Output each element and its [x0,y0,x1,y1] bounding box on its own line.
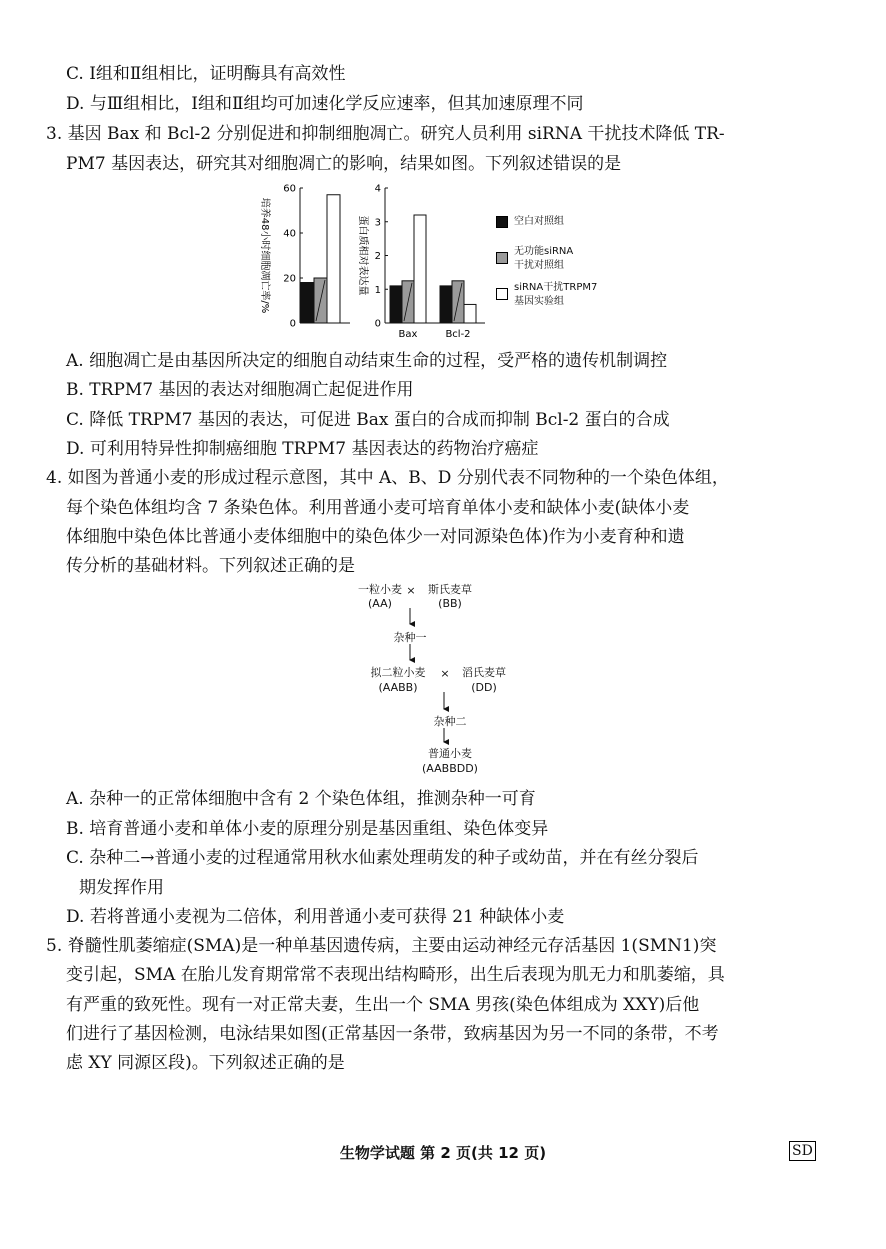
y-tick-label-2: 4 [374,183,381,195]
parent-speltoides-genotype: (BB) [438,597,462,610]
y-tick-label-2: 0 [374,318,381,330]
y-tick-label-2: 2 [374,251,381,262]
y-axis-label-1: 培养48小时细胞凋亡率/% [259,197,270,314]
y-tick-label-2: 1 [374,284,381,296]
parent-dicoccoides-name: 拟二粒小麦 [370,666,426,679]
q4-option-d: D. 若将普通小麦视为二倍体，利用普通小麦可获得 21 种缺体小麦 [66,907,565,927]
y-tick-label-2: 3 [374,217,381,229]
y-tick-label-1: 40 [283,228,296,240]
parent-dicoccoides-genotype: (AABB) [378,681,418,694]
cross-symbol-1: × [406,584,416,597]
common-wheat-name: 普通小麦 [428,747,472,760]
q4-stem-line-4: 传分析的基础材料。下列叙述正确的是 [66,556,355,576]
parent-tauschii-genotype: (DD) [471,681,497,694]
q4-stem-line-2: 每个染色体组均含 7 条染色体。利用普通小麦可培育单体小麦和缺体小麦(缺体小麦 [66,498,690,518]
y-tick-label-1: 60 [283,183,296,195]
sd-badge: SD [789,1141,816,1161]
legend-label-trpm7-experiment-1: siRNA干扰TRPM7 [514,282,598,293]
q3-option-a: A. 细胞凋亡是由基因所决定的细胞自动结束生命的过程，受严格的遗传机制调控 [66,351,668,371]
q4-option-c-line-2: 期发挥作用 [79,878,164,898]
q2-option-c: C. Ⅰ组和Ⅱ组相比，证明酶具有高效性 [66,64,346,84]
q4-stem-line-3: 体细胞中染色体比普通小麦体细胞中的染色体少一对同源染色体)作为小麦育种和遗 [66,527,685,547]
q4-option-a: A. 杂种一的正常体细胞中含有 2 个染色体组，推测杂种一可育 [66,789,536,809]
q3-option-c: C. 降低 TRPM7 基因的表达，可促进 Bax 蛋白的合成而抑制 Bcl-2 蛋白的合成 [66,410,670,430]
q3-option-b: B. TRPM7 基因的表达对细胞凋亡起促进作用 [66,380,414,400]
legend-label-blank-control: 空白对照组 [514,216,564,227]
y-axis-label-2: 蛋白质相对表达量 [357,215,368,296]
q5-stem-line-5: 虑 XY 同源区段)。下列叙述正确的是 [66,1053,345,1073]
page-footer: 生物学试题 第 2 页(共 12 页) [339,1144,547,1162]
hybrid-one-label: 杂种一 [393,631,427,644]
parent-tauschii-name: 滔氏麦草 [462,666,506,679]
q3-stem-line-1: 3. 基因 Bax 和 Bcl-2 分别促进和抑制细胞凋亡。研究人员利用 siRNA 干扰技术降低 TR- [46,124,725,144]
y-tick-label-1: 20 [283,273,296,285]
parent-speltoides-name: 斯氏麦草 [428,583,472,596]
y-tick-label-1: 0 [289,318,296,330]
hybrid-two-label: 杂种二 [433,715,467,728]
parent-einkorn-genotype: (AA) [368,597,392,610]
common-wheat-genotype: (AABBDD) [422,762,478,775]
q5-stem-line-1: 5. 脊髓性肌萎缩症(SMA)是一种单基因遗传病，主要由运动神经元存活基因 1(SMN1)突 [46,936,717,956]
q4-stem-line-1: 4. 如图为普通小麦的形成过程示意图，其中 A、B、D 分别代表不同物种的一个染色体组， [46,468,729,488]
x-tick-label-0: Bax [398,329,418,340]
cross-symbol-2: × [440,667,450,680]
legend-label-sirna-control-2: 干扰对照组 [514,260,564,271]
q5-stem-line-3: 有严重的致死性。现有一对正常夫妻，生出一个 SMA 男孩(染色体组成为 XXY)后他 [66,995,700,1015]
q5-stem-line-2: 变引起，SMA 在胎儿发育期常常不表现出结构畸形，出生后表现为肌无力和肌萎缩，具 [66,965,725,985]
q5-stem-line-4: 们进行了基因检测，电泳结果如图(正常基因一条带，致病基因为另一不同的条带，不考 [66,1024,719,1044]
q2-option-d: D. 与Ⅲ组相比，Ⅰ组和Ⅱ组均可加速化学反应速率，但其加速原理不同 [66,94,584,114]
parent-einkorn-name: 一粒小麦 [358,583,402,596]
legend-label-sirna-control-1: 无功能siRNA [514,246,574,257]
x-tick-label-1: Bcl-2 [445,329,471,340]
q3-stem-line-2: PM7 基因表达，研究其对细胞凋亡的影响，结果如图。下列叙述错误的是 [66,154,622,174]
q4-option-c-line-1: C. 杂种二→普通小麦的过程通常用秋水仙素处理萌发的种子或幼苗，并在有丝分裂后 [66,848,699,868]
q3-option-d: D. 可利用特异性抑制癌细胞 TRPM7 基因表达的药物治疗癌症 [66,439,539,459]
legend-label-trpm7-experiment-2: 基因实验组 [514,296,564,307]
q4-option-b: B. 培育普通小麦和单体小麦的原理分别是基因重组、染色体变异 [66,819,549,839]
